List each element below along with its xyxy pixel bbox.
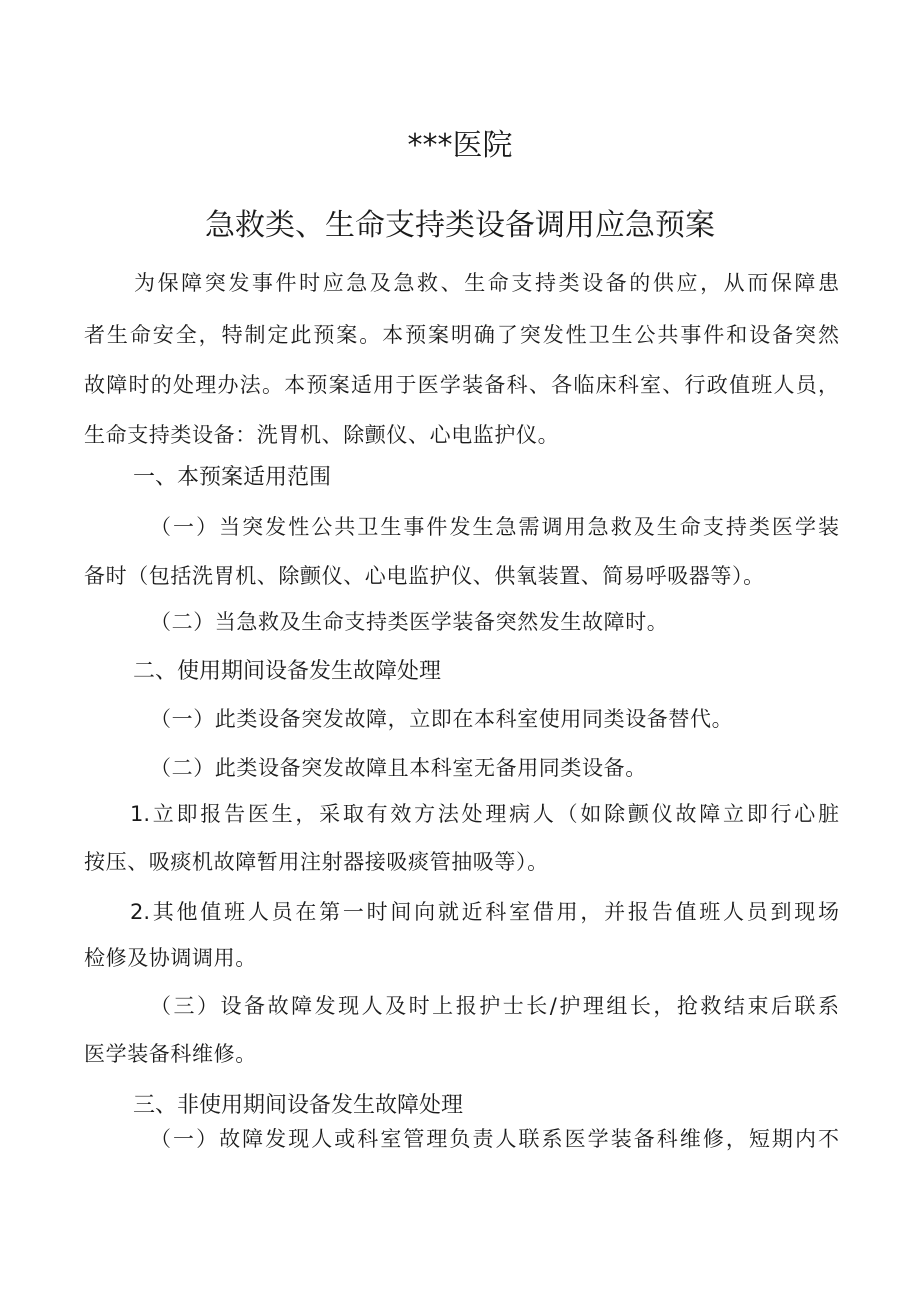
step-item: 2.其他值班人员在第一时间向就近科室借用，并报告值班人员到现场 [130,900,839,924]
section-heading: 三、非使用期间设备发生故障处理 [133,1093,464,1118]
section-item: （三）设备故障发现人及时上报护士长/护理组长，抢救结束后联系 [150,994,839,1018]
intro-line: 为保障突发事件时应急及急救、生命支持类设备的供应，从而保障患 [134,271,839,295]
document-title: 急救类、生命支持类设备调用应急预案 [205,208,715,243]
intro-line: 者生命安全，特制定此预案。本预案明确了突发性卫生公共事件和设备突然 [84,323,839,347]
intro-line: 故障时的处理办法。本预案适用于医学装备科、各临床科室、行政值班人员， [84,373,839,397]
step-item: 按压、吸痰机故障暂用注射器接吸痰管抽吸等）。 [84,850,549,874]
section-item: （一）当突发性公共卫生事件发生急需调用急救及生命支持类医学装 [150,515,839,539]
hospital-name: ***医院 [407,128,513,163]
section-item: （一）故障发现人或科室管理负责人联系医学装备科维修，短期内不 [150,1127,839,1151]
section-item: 医学装备科维修。 [84,1042,257,1066]
intro-line: 生命支持类设备：洗胃机、除颤仪、心电监护仪。 [84,423,560,447]
section-item: （一）此类设备突发故障，立即在本科室使用同类设备替代。 [150,707,734,731]
section-heading: 二、使用期间设备发生故障处理 [133,659,442,684]
section-item: 备时（包括洗胃机、除颤仪、心电监护仪、供氧装置、简易呼吸器等）。 [84,564,765,588]
step-item: 检修及协调调用。 [84,946,257,970]
section-heading: 一、本预案适用范围 [133,465,332,490]
section-item: （二）此类设备突发故障且本科室无备用同类设备。 [150,756,647,780]
section-item: （二）当急救及生命支持类医学装备突然发生故障时。 [150,610,669,634]
step-item: 1.立即报告医生，采取有效方法处理病人（如除颤仪故障立即行心脏 [130,802,839,826]
